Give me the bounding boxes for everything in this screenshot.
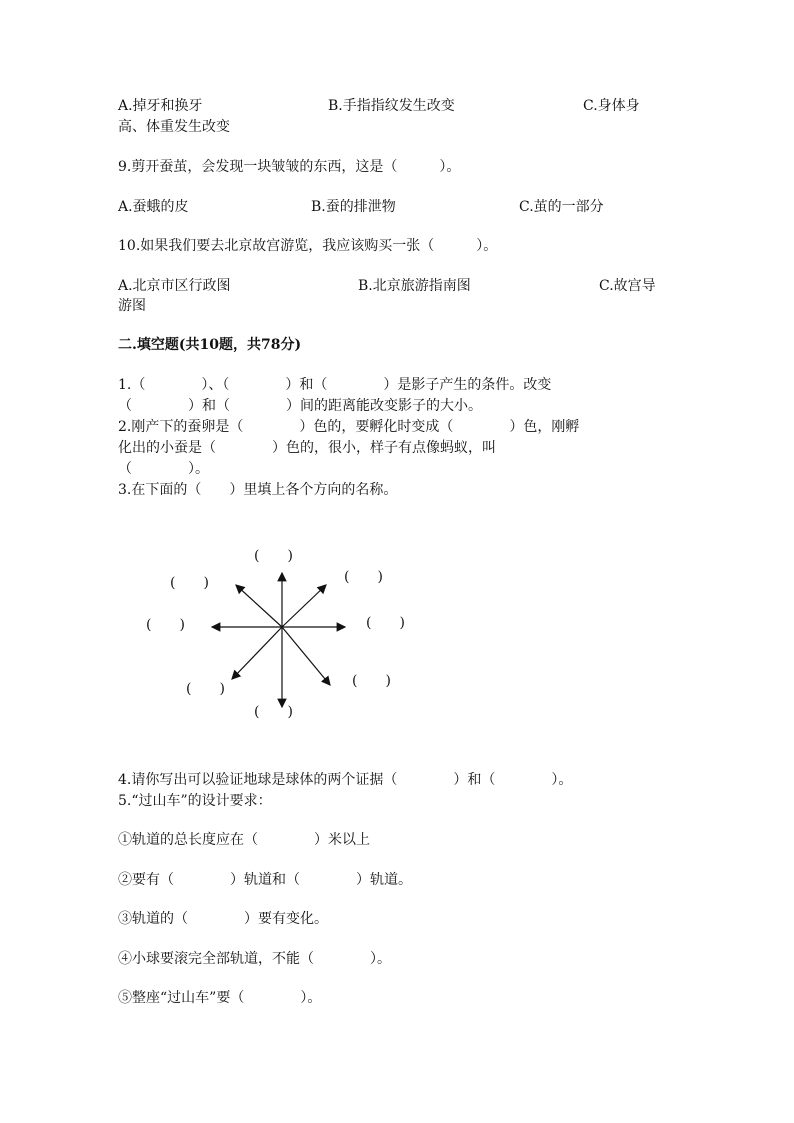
blank-south: ( )	[254, 704, 293, 720]
q10-option-c: C.故宫导	[599, 278, 656, 294]
q10-option-b: B.北京旅游指南图	[358, 278, 471, 294]
blank-west: ( )	[146, 617, 185, 633]
arrow-southeast	[282, 627, 330, 685]
compass-diagram	[130, 535, 450, 735]
arrow-northwest	[236, 585, 282, 627]
q9-option-c: C.茧的一部分	[519, 199, 604, 215]
fill-q1-line2: （ ）和（ ）间的距离能改变影子的大小。	[118, 398, 482, 414]
fill-q4: 4.请你写出可以验证地球是球体的两个证据（ ）和（ ）。	[118, 772, 573, 788]
fill-q3: 3.在下面的（ ）里填上各个方向的名称。	[118, 482, 398, 498]
q9-option-b: B.蚕的排泄物	[311, 199, 396, 215]
q10-option-a: A.北京市区行政图	[118, 278, 231, 294]
fill-q5-item2: ②要有（ ）轨道和（ ）轨道。	[118, 872, 412, 888]
blank-southwest: ( )	[186, 681, 225, 697]
q9-option-a: A.蚕蛾的皮	[118, 199, 189, 215]
fill-q5-item5: ⑤整座“过山车”要（ ）。	[118, 990, 322, 1006]
blank-northeast: ( )	[344, 569, 383, 585]
fill-q2-line1: 2.刚产下的蚕卵是（ ）色的，要孵化时变成（ ）色，刚孵	[118, 419, 580, 435]
q8-option-a: A.掉牙和换牙	[118, 98, 203, 114]
fill-q2-line2: 化出的小蚕是（ ）色的，很小，样子有点像蚂蚁，叫	[118, 440, 496, 456]
arrow-northeast	[282, 585, 326, 627]
q8-option-c-continued: 高、体重发生改变	[118, 119, 230, 135]
blank-southeast: ( )	[352, 673, 391, 689]
q8-option-c: C.身体身	[583, 98, 640, 114]
blank-northwest: ( )	[170, 575, 209, 591]
fill-q5-title: 5.“过山车”的设计要求：	[118, 793, 272, 809]
q10-option-c-continued: 游图	[118, 298, 146, 314]
blank-north: ( )	[254, 548, 293, 564]
q8-option-b: B.手指指纹发生改变	[328, 98, 455, 114]
fill-q1-line1: 1.（ ）、（ ）和（ ）是影子产生的条件。改变	[118, 377, 552, 393]
q10-stem: 10.如果我们要去北京故宫游览，我应该购买一张（ ）。	[118, 238, 498, 254]
fill-q5-item4: ④小球要滚完全部轨道，不能（ ）。	[118, 951, 391, 967]
fill-q2-line3: （ ）。	[118, 461, 209, 477]
arrow-southwest	[232, 627, 282, 679]
blank-east: ( )	[366, 615, 405, 631]
fill-q5-item1: ①轨道的总长度应在（ ）米以上	[118, 832, 370, 848]
section-heading: 二.填空题(共10题，共78分)	[118, 337, 302, 353]
fill-q5-item3: ③轨道的（ ）要有变化。	[118, 911, 328, 927]
q9-stem: 9.剪开蚕茧，会发现一块皱皱的东西，这是（ ）。	[118, 159, 461, 175]
